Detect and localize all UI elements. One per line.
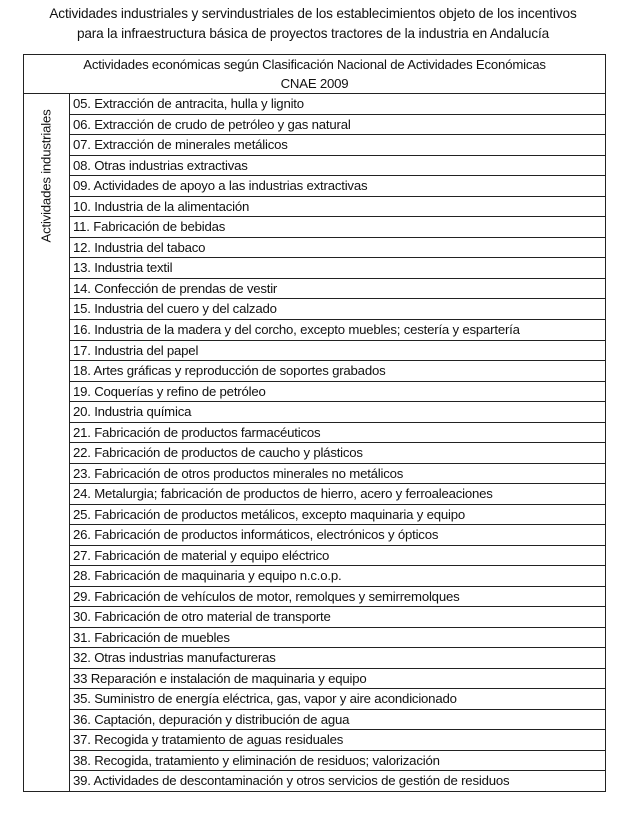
table-row — [24, 525, 606, 546]
table-row — [24, 566, 606, 587]
side-label: Actividades industriales — [38, 109, 54, 243]
table-row — [24, 771, 606, 792]
table-row — [24, 196, 606, 217]
table-row — [24, 648, 606, 669]
table-row — [24, 402, 606, 423]
table-row — [24, 135, 606, 156]
table-header-line-1: Actividades económicas según Clasificación Nacional de Actividades Económicas — [83, 57, 546, 72]
activity-cell: 17. Industria del papel — [70, 340, 606, 361]
activity-cell: 18. Artes gráficas y reproducción de soportes grabados — [70, 361, 606, 382]
activity-cell: 21. Fabricación de productos farmacéuticos — [70, 422, 606, 443]
activity-cell: 20. Industria química — [70, 402, 606, 423]
activity-cell: 35. Suministro de energía eléctrica, gas, vapor y aire acondicionado — [70, 689, 606, 710]
title-line-2: para la infraestructura básica de proyectos tractores de la industria en Andalucía — [76, 26, 550, 41]
activities-table — [23, 54, 606, 792]
table-row — [24, 504, 606, 525]
activity-cell: 23. Fabricación de otros productos minerales no metálicos — [70, 463, 606, 484]
table-header-cell — [24, 55, 606, 94]
document-title — [0, 4, 626, 44]
activity-cell: 11. Fabricación de bebidas — [70, 217, 606, 238]
table-row — [24, 237, 606, 258]
table-row — [24, 381, 606, 402]
side-label-cell — [24, 94, 70, 792]
table-row — [24, 709, 606, 730]
activity-cell: 37. Recogida y tratamiento de aguas residuales — [70, 730, 606, 751]
activity-cell: 28. Fabricación de maquinaria y equipo n.c.o.p. — [70, 566, 606, 587]
title-line-1: Actividades industriales y servindustriales de los establecimientos objeto de los incentivos — [49, 6, 577, 21]
activity-cell: 15. Industria del cuero y del calzado — [70, 299, 606, 320]
activity-cell: 16. Industria de la madera y del corcho, excepto muebles; cestería y espartería — [70, 319, 606, 340]
table-row — [24, 484, 606, 505]
activity-cell: 08. Otras industrias extractivas — [70, 155, 606, 176]
table-row — [24, 750, 606, 771]
table-row — [24, 340, 606, 361]
table-row — [24, 689, 606, 710]
activity-cell: 25. Fabricación de productos metálicos, excepto maquinaria y equipo — [70, 504, 606, 525]
table-row — [24, 627, 606, 648]
activity-cell: 31. Fabricación de muebles — [70, 627, 606, 648]
table-row — [24, 258, 606, 279]
activity-cell: 09. Actividades de apoyo a las industrias extractivas — [70, 176, 606, 197]
activity-cell: 06. Extracción de crudo de petróleo y gas natural — [70, 114, 606, 135]
table-row — [24, 319, 606, 340]
activity-cell: 12. Industria del tabaco — [70, 237, 606, 258]
table-header-row — [24, 55, 606, 94]
activity-cell: 29. Fabricación de vehículos de motor, remolques y semirremolques — [70, 586, 606, 607]
table-row — [24, 463, 606, 484]
table-row — [24, 155, 606, 176]
activity-cell: 19. Coquerías y refino de petróleo — [70, 381, 606, 402]
activity-cell: 13. Industria textil — [70, 258, 606, 279]
table-row — [24, 176, 606, 197]
table-row — [24, 422, 606, 443]
table-row — [24, 668, 606, 689]
activity-cell: 26. Fabricación de productos informáticos, electrónicos y ópticos — [70, 525, 606, 546]
table-row — [24, 114, 606, 135]
activity-cell: 14. Confección de prendas de vestir — [70, 278, 606, 299]
table-row — [24, 217, 606, 238]
table-row — [24, 361, 606, 382]
activity-cell: 27. Fabricación de material y equipo eléctrico — [70, 545, 606, 566]
activity-cell: 22. Fabricación de productos de caucho y plásticos — [70, 443, 606, 464]
table-row — [24, 94, 606, 115]
activity-cell: 10. Industria de la alimentación — [70, 196, 606, 217]
activity-cell: 30. Fabricación de otro material de transporte — [70, 607, 606, 628]
activity-cell: 05. Extracción de antracita, hulla y lignito — [70, 94, 606, 115]
table-row — [24, 730, 606, 751]
activity-cell: 39. Actividades de descontaminación y otros servicios de gestión de residuos — [70, 771, 606, 792]
table-header-line-2: CNAE 2009 — [280, 76, 349, 91]
activity-cell: 24. Metalurgia; fabricación de productos de hierro, acero y ferroaleaciones — [70, 484, 606, 505]
table-row — [24, 607, 606, 628]
table-row — [24, 443, 606, 464]
side-label-wrapper — [24, 94, 69, 334]
activity-cell: 33 Reparación e instalación de maquinaria y equipo — [70, 668, 606, 689]
table-body — [24, 55, 606, 792]
table-row — [24, 278, 606, 299]
activity-cell: 32. Otras industrias manufactureras — [70, 648, 606, 669]
table-row — [24, 299, 606, 320]
table-row — [24, 586, 606, 607]
table-row — [24, 545, 606, 566]
activity-cell: 36. Captación, depuración y distribución de agua — [70, 709, 606, 730]
activity-cell: 38. Recogida, tratamiento y eliminación de residuos; valorización — [70, 750, 606, 771]
activity-cell: 07. Extracción de minerales metálicos — [70, 135, 606, 156]
